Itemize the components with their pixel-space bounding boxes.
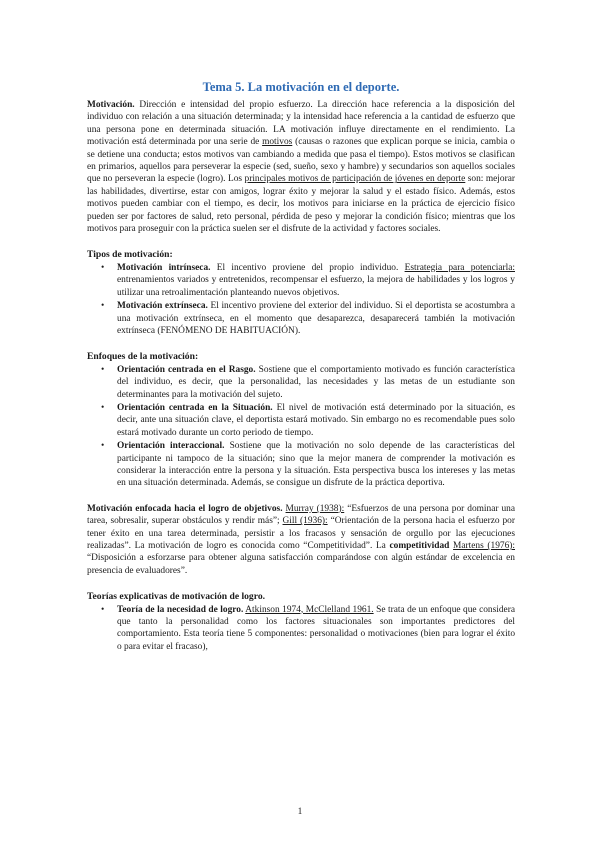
bullet-icon: • bbox=[101, 604, 105, 615]
bullet-icon: • bbox=[101, 364, 105, 375]
list-item: • Orientación centrada en el Rasgo. Sostiene que el comportamiento motivado es función característica del individuo, es decir, que la personalidad, las necesidades y las metas de un estudiante son determinantes para la motivación del sujeto. bbox=[101, 364, 515, 400]
enfoques-list bbox=[87, 364, 515, 490]
list-item: • Motivación intrínseca. El incentivo proviene del propio individuo. Estrategia para potenciarla: entrenamientos variados y entretenidos, recompensar el esfuerzo, la mejora de habilidades y los logros y utilizar una retroalimentación planteando nuevos objetivos. bbox=[101, 262, 515, 298]
logro-paragraph: Motivación enfocada hacia el logro de objetivos. Murray (1938): “Esfuerzos de una persona por dominar una tarea, sobresalir, superar obstáculos y rendir más”; Gill (1936): “Orientación de la persona hacia el esfuerzo por tener éxito en una tarea determinada, persistir a los fracasos y sensación de orgullo por las ejecuciones realizadas”. La motivación de logro es conocida como “Competitividad”. La competitividad Martens (1976): “Disposición a esforzarse para obtener alguna satisfacción comparándose con algún estándar de excelencia en presencia de evaluadores”. bbox=[87, 503, 516, 576]
list-item: • Orientación interaccional. Sostiene que la motivación no solo depende de las características del participante ni tampoco de la situación; sino que la mejor manera de comprender la motivación es considerar la interacción entre la persona y la situación. Esta perspectiva busca los intereses y las metas en una situación determinada. Además, se consigue un disfrute de la práctica deportiva. bbox=[101, 441, 516, 489]
bullet-icon: • bbox=[101, 301, 105, 312]
bullet-icon: • bbox=[101, 262, 105, 273]
tipos-heading: Tipos de motivación: bbox=[87, 249, 173, 261]
motivacion-label: Motivación. bbox=[87, 100, 135, 110]
motivacion-paragraph: Motivación. Dirección e intensidad del propio esfuerzo. La dirección hace referencia a la disposición del individuo con relación a una situación determinada; y la intensidad hace referencia a la cantidad de esfuerzo que una persona pone en determinada situación. LA motivación influye directamente en el rendimiento. La motivación está determinada por una serie de motivos (causas o razones que explican porque se inicia, cambia o se detiene una conducta; estos motivos van cambiando a medida que pasa el tiempo). Estos motivos se clasifican en primarios, aquellos para perseverar la especie (sed, sueño, sexo y hambre) y secundarios son aquellos sociales que no perseveran la especie (logro). Los principales motivos de participación de jóvenes en deporte son: mejorar las habilidades, divertirse, estar con amigos, lograr éxito y mejorar la salud y el estado físico. Además, estos motivos pueden cambiar con el tiempo, es decir, los motivos para iniciarse en la práctica de ejercicio físico pueden ser por factores de salud, reto personal, pérdida de peso y mejorar la condición físico; mientras que los motivos para proseguir con la práctica suelen ser el disfrute de la actividad y factores sociales. bbox=[87, 100, 515, 235]
list-item: • Orientación centrada en la Situación. El nivel de motivación está determinado por la situación, es decir, ante una situación clave, el deportista estará motivado. Sin embargo no es recomendable pues solo estará motivado durante un corto periodo de tiempo. bbox=[101, 402, 515, 438]
enfoques-heading: Enfoques de la motivación: bbox=[87, 351, 199, 363]
page-number: 1 bbox=[297, 807, 303, 817]
atkinson-ref: Atkinson 1974, McClelland 1961. bbox=[245, 604, 374, 615]
logro-label: Motivación enfocada hacia el logro de objetivos. bbox=[87, 503, 283, 514]
gill-ref: Gill (1936): bbox=[282, 516, 328, 527]
motivos-underlined: motivos bbox=[262, 137, 293, 148]
bullet-icon: • bbox=[101, 441, 105, 452]
page-title: Tema 5. La motivación en el deporte. bbox=[202, 80, 400, 94]
tipos-list bbox=[87, 262, 515, 337]
estrategia-underlined: Estrategia para potenciarla: bbox=[404, 262, 515, 273]
principales-motivos-underlined: principales motivos de participación de jóvenes en deporte bbox=[244, 174, 466, 185]
document-page bbox=[87, 80, 515, 654]
list-item: • Teoría de la necesidad de logro. Atkinson 1974, McClelland 1961. Se trata de un enfoque que considera que tanto la personalidad como los factores situacionales son importantes predictores del comportamiento. Esta teoría tiene 5 componentes: personalidad o motivaciones (bien para lograr el éxito o para evitar el fracaso), bbox=[101, 604, 515, 652]
teorias-heading: Teorías explicativas de motivación de logro. bbox=[87, 591, 266, 603]
teorias-list bbox=[87, 604, 515, 654]
bullet-icon: • bbox=[101, 402, 105, 413]
martens-ref: Martens (1976): bbox=[453, 541, 516, 551]
murray-ref: Murray (1938): bbox=[285, 503, 345, 514]
list-item: • Motivación extrínseca. El incentivo proviene del exterior del individuo. Si el deportista se acostumbra a una motivación extrínseca, en el momento que desaparezca, desaparecerá también la motivación extrínseca (FENÓMENO DE HABITUACIÓN). bbox=[101, 301, 515, 336]
